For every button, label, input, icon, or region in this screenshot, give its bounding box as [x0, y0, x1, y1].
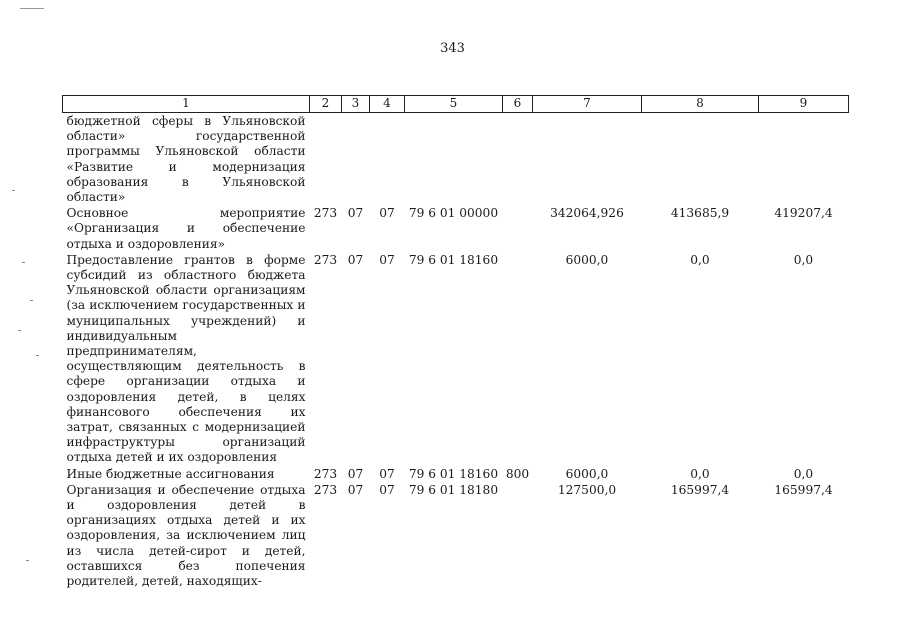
table-row — [63, 205, 849, 252]
row-section-code: 07 — [347, 482, 364, 497]
page-number: 343 — [440, 41, 465, 56]
row-amount-7: 127500,0 — [557, 482, 617, 497]
table-header — [63, 96, 849, 113]
row-name: Предоставление грантов в форме субсидий из областного бюджета Ульяновской области организациям (за исключением государственных и муниципальных учреждений) и индивидуальным предпринимателям, осуществляющим деятельность в сфере организации отдыха и оздоровления детей, в целях финансового обеспечения их затрат, связанных с модернизацией инфраструктуры организаций отдыха детей и их оздоровления — [66, 252, 306, 465]
table-row — [63, 252, 849, 466]
scan-speck — [22, 262, 25, 263]
scan-speck — [36, 355, 39, 356]
row-amount-7: 6000,0 — [565, 466, 609, 481]
table-row — [63, 113, 849, 206]
row-amount-8: 0,0 — [690, 252, 710, 267]
row-target-code — [405, 113, 503, 206]
row-section-code — [342, 113, 370, 206]
header-col-8: 8 — [642, 96, 759, 113]
row-amount-8: 413685,9 — [670, 206, 730, 221]
row-ministry-code — [310, 113, 342, 206]
row-subsection-code — [370, 113, 405, 206]
table-row — [63, 482, 849, 589]
row-target-code: 79 6 01 00000 — [408, 206, 499, 221]
row-subsection-code: 07 — [379, 466, 395, 481]
row-amount-7 — [533, 113, 642, 206]
row-subsection-code: 07 — [379, 206, 395, 221]
header-col-6: 6 — [503, 96, 533, 113]
row-amount-8: 165997,4 — [670, 482, 730, 497]
row-amount-9: 0,0 — [793, 466, 814, 481]
row-amount-9: 419207,4 — [774, 206, 833, 221]
row-section-code: 07 — [347, 206, 364, 221]
row-name: Иные бюджетные ассигнования — [66, 466, 275, 481]
table-body — [63, 113, 849, 590]
scan-speck — [18, 330, 21, 331]
scan-speck — [30, 300, 33, 301]
header-col-2: 2 — [310, 96, 342, 113]
row-section-code: 07 — [347, 466, 364, 481]
row-name: Основное мероприятие «Организация и обеспечение отдыха и оздоровления» — [66, 206, 306, 251]
row-amount-9: 0,0 — [793, 252, 814, 267]
budget-table — [62, 95, 849, 589]
row-amount-8 — [642, 113, 759, 206]
header-row — [63, 96, 849, 113]
header-col-4: 4 — [370, 96, 405, 113]
row-amount-8: 0,0 — [690, 466, 710, 481]
row-section-code: 07 — [347, 252, 364, 267]
row-ministry-code: 273 — [313, 252, 338, 267]
row-ministry-code: 273 — [313, 482, 338, 497]
header-col-3: 3 — [342, 96, 370, 113]
header-col-7: 7 — [533, 96, 642, 113]
row-amount-9: 165997,4 — [774, 482, 833, 497]
scan-speck — [12, 190, 15, 191]
row-ministry-code: 273 — [313, 206, 338, 221]
row-expense-type: 800 — [505, 466, 530, 481]
row-name: бюджетной сферы в Ульяновской области» государственной программы Ульяновской области «Развитие и модернизация образования в Ульяновской области» — [66, 114, 306, 205]
row-expense-type — [503, 205, 533, 252]
row-subsection-code: 07 — [379, 252, 395, 267]
row-subsection-code: 07 — [379, 482, 395, 497]
header-col-5: 5 — [405, 96, 503, 113]
header-col-1: 1 — [63, 96, 310, 113]
table-row — [63, 466, 849, 482]
row-target-code: 79 6 01 18180 — [408, 482, 499, 497]
header-col-9: 9 — [759, 96, 849, 113]
row-expense-type — [503, 113, 533, 206]
scan-speck — [26, 560, 29, 561]
row-amount-9 — [759, 113, 849, 206]
row-target-code: 79 6 01 18160 — [408, 466, 499, 481]
row-expense-type — [503, 482, 533, 589]
row-target-code: 79 6 01 18160 — [408, 252, 499, 267]
row-name: Организация и обеспечение отдыха и оздоровления детей в организациях отдыха детей и их оздоровления, за исключением лиц из числа детей-сирот и детей, оставшихся без попечения родителей, детей, находящих- — [66, 482, 306, 589]
row-ministry-code: 273 — [313, 466, 338, 481]
scan-speck — [20, 8, 44, 9]
row-amount-7: 6000,0 — [565, 252, 609, 267]
row-expense-type — [503, 252, 533, 466]
row-amount-7: 342064,926 — [550, 206, 624, 221]
